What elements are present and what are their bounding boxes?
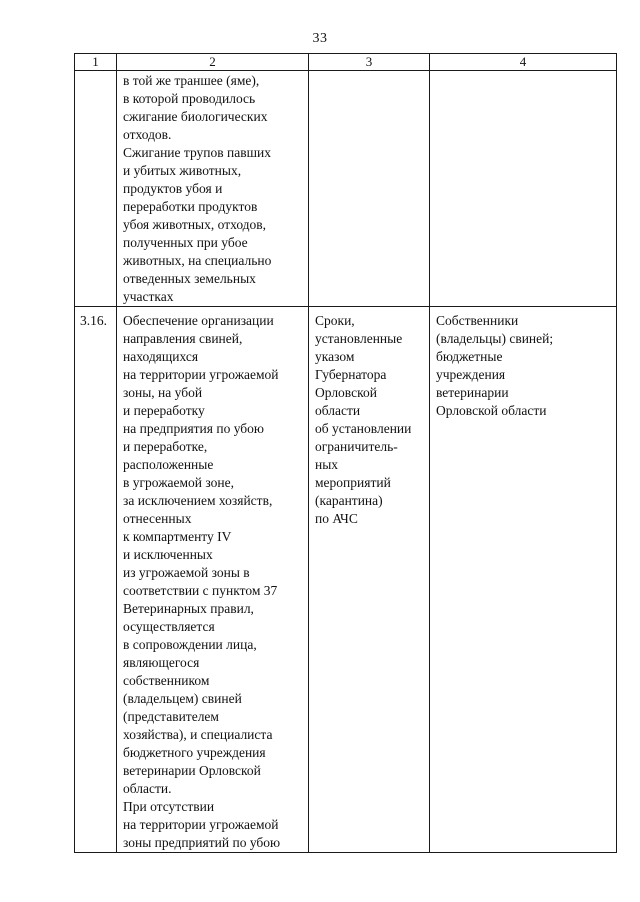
term-cell (309, 71, 430, 307)
table-row (75, 307, 617, 853)
term-cell (309, 307, 430, 853)
column-header-3: 3 (309, 54, 430, 71)
action-cell (117, 307, 309, 853)
action-text: Обеспечение организации направления свиней, находящихся на территории угрожаемой зоны, на убой и переработку на предприятия по убою и переработке, расположенные в угрожаемой зоне, за исключением хозяйств, отнесенных к компартменту IV и исключенных из угрожаемой зоны в соответствии с пунктом 37 Ветеринарных правил, осуществляется в сопровождении лица, являющегося собственником (владельцем) свиней (представителем хозяйства), и специалиста бюджетного учреждения ветеринарии Орловской области. При отсутствии на территории угрожаемой зоны предприятий по убою (123, 313, 281, 850)
page-number: 33 (312, 31, 328, 46)
table-row (75, 71, 617, 307)
row-number-cell (75, 307, 117, 853)
responsible-cell (430, 307, 617, 853)
table-header-row (75, 54, 617, 71)
measures-table (74, 53, 617, 853)
column-header-2: 2 (117, 54, 309, 71)
term-text: Сроки, установленные указом Губернатора Орловской области об установлении ограничитель- ных мероприятий (карантина) по АЧС (315, 313, 412, 526)
responsible-text: Собственники (владельцы) свиней; бюджетные учреждения ветеринарии Орловской области (436, 313, 554, 418)
row-number-cell (75, 71, 117, 307)
column-header-1: 1 (75, 54, 117, 71)
responsible-cell (430, 71, 617, 307)
action-cell (117, 71, 309, 307)
action-text: в той же траншее (яме), в которой проводилось сжигание биологических отходов. Сжигание трупов павших и убитых животных, продуктов убоя и переработки продуктов убоя животных, отходов, полученных при убое животных, на специально отведенных земельных участках (123, 73, 272, 304)
row-number: 3.16. (80, 313, 107, 328)
column-header-4: 4 (430, 54, 617, 71)
